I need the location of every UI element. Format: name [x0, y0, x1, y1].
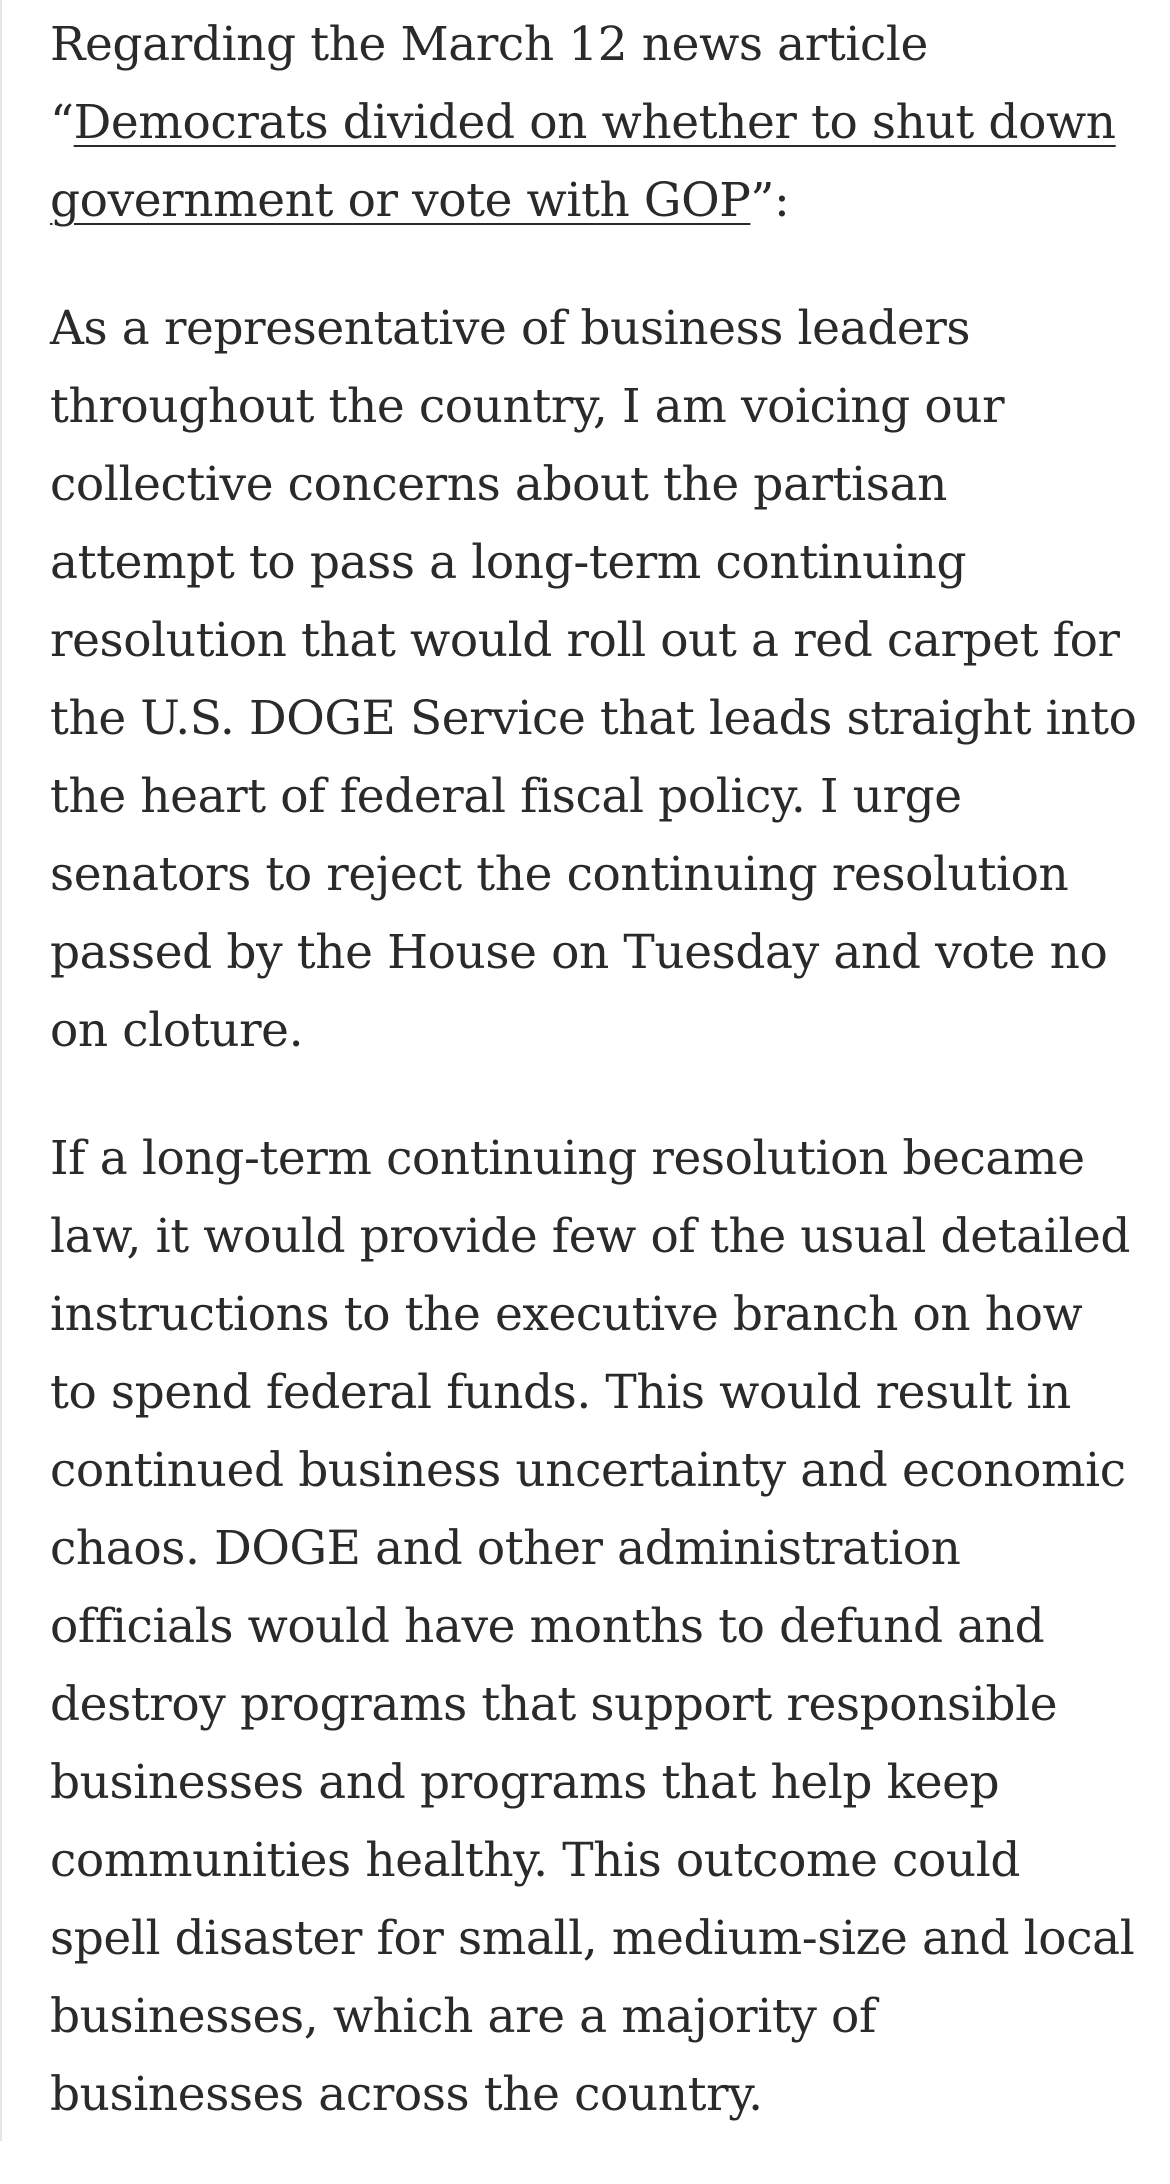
body-paragraph-1: As a representative of business leaders throughout the country, I am voicing our collective concerns about the partisan attempt to pass a long-term continuing resolution that would roll out a red carpet for the U.S. DOGE Service that leads straight into the heart of federal fiscal policy. I urge senators to reject the continuing resolution passed by the House on Tuesday and vote no on cloture. [50, 301, 1137, 1058]
intro-suffix: ”: [750, 173, 790, 228]
body-paragraph-2: If a long-term continuing resolution became law, it would provide few of the usual detailed instructions to the executive branch on how to spend federal funds. This would result in continued business uncertainty and economic chaos. DOGE and other administration officials would have months to defund and destroy programs that support responsible businesses and programs that help keep communities healthy. This outcome could spell disaster for small, medium-size and local businesses, which are a majority of businesses across the country. [50, 1131, 1135, 2122]
intro-paragraph [50, 6, 1140, 240]
article-link[interactable]: Democrats divided on whether to shut down government or vote with GOP [50, 95, 1116, 228]
letter-body [50, 6, 1140, 2184]
intro-prefix: Regarding the March 12 news article “ [50, 17, 928, 150]
